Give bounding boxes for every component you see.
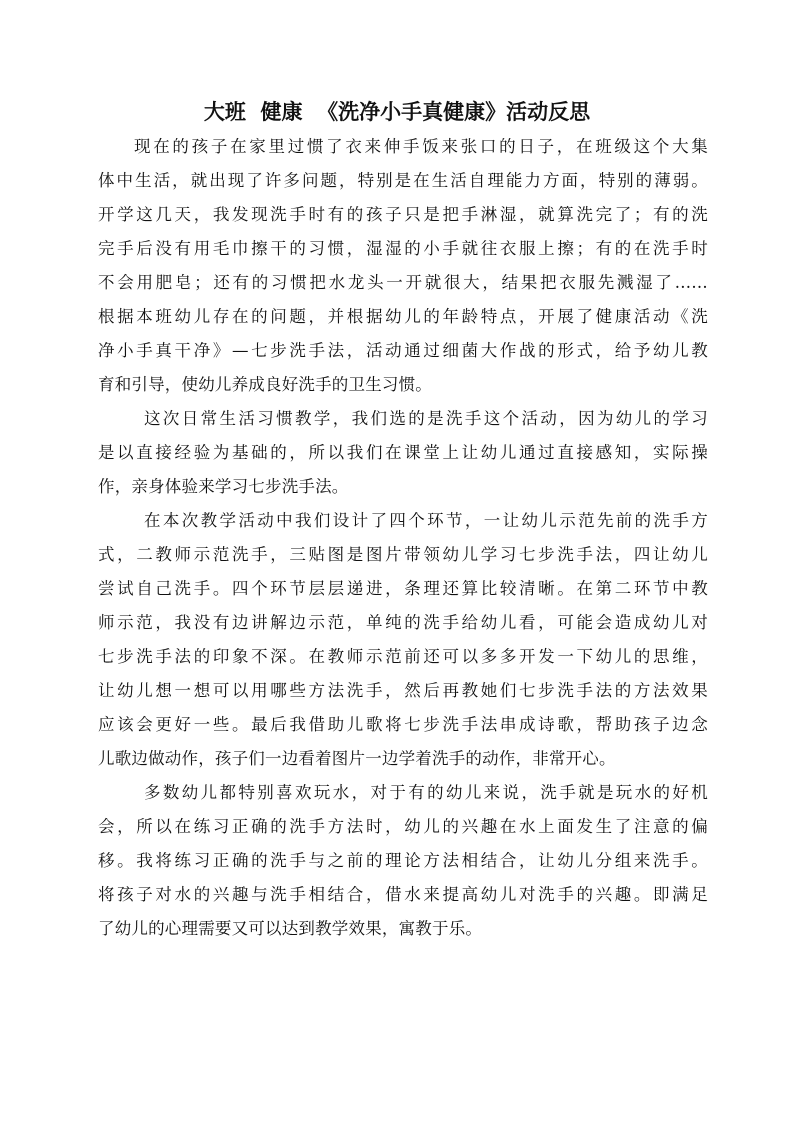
document-body bbox=[98, 130, 708, 946]
text-line: 师示范，我没有边讲解边示范，单纯的洗手给幼儿看，可能会造成幼儿对 bbox=[98, 613, 708, 632]
paragraph-2 bbox=[98, 402, 708, 504]
paragraph-4 bbox=[98, 776, 708, 946]
text-line: 开学这几天，我发现洗手时有的孩子只是把手淋湿，就算洗完了；有的洗 bbox=[98, 205, 708, 224]
document-title: 大班 健康 《洗净小手真健康》活动反思 bbox=[203, 99, 591, 124]
text-line: 现在的孩子在家里过惯了衣来伸手饭来张口的日子，在班级这个大集 bbox=[134, 137, 708, 156]
text-line: 让幼儿想一想可以用哪些方法洗手，然后再教她们七步洗手法的方法效果 bbox=[98, 681, 708, 700]
paragraph-3 bbox=[98, 504, 708, 776]
text-line: 应该会更好一些。最后我借助儿歌将七步洗手法串成诗歌，帮助孩子边念 bbox=[98, 715, 708, 734]
text-line: 育和引导，使幼儿养成良好洗手的卫生习惯。 bbox=[98, 375, 432, 394]
text-line: 尝试自己洗手。四个环节层层递进，条理还算比较清晰。在第二环节中教 bbox=[98, 579, 708, 598]
text-line: 会，所以在练习正确的洗手方法时，幼儿的兴趣在水上面发生了注意的偏 bbox=[98, 817, 708, 836]
text-line: 作，亲身体验来学习七步洗手法。 bbox=[98, 477, 349, 496]
paragraph-1 bbox=[98, 130, 708, 402]
text-line: 式，二教师示范洗手，三贴图是图片带领幼儿学习七步洗手法，四让幼儿 bbox=[98, 545, 708, 564]
text-line: 根据本班幼儿存在的问题，并根据幼儿的年龄特点，开展了健康活动《洗 bbox=[98, 307, 708, 326]
text-line: 了幼儿的心理需要又可以达到教学效果，寓教于乐。 bbox=[98, 919, 483, 938]
text-line: 多数幼儿都特别喜欢玩水，对于有的幼儿来说，洗手就是玩水的好机 bbox=[144, 783, 708, 802]
text-line: 完手后没有用毛巾擦干的习惯，湿湿的小手就往衣服上擦；有的在洗手时 bbox=[98, 239, 708, 258]
text-line: 这次日常生活习惯教学，我们选的是洗手这个活动，因为幼儿的学习 bbox=[144, 409, 708, 428]
text-line: 在本次教学活动中我们设计了四个环节，一让幼儿示范先前的洗手方 bbox=[144, 511, 708, 530]
text-line: 净小手真干净》—七步洗手法，活动通过细菌大作战的形式，给予幼儿教 bbox=[98, 341, 708, 360]
text-line: 七步洗手法的印象不深。在教师示范前还可以多多开发一下幼儿的思维， bbox=[98, 647, 708, 666]
text-line: 不会用肥皂；还有的习惯把水龙头一开就很大，结果把衣服先溅湿了…… bbox=[98, 273, 708, 292]
text-line: 体中生活，就出现了许多问题，特别是在生活自理能力方面，特别的薄弱。 bbox=[98, 171, 708, 190]
text-line: 是以直接经验为基础的，所以我们在课堂上让幼儿通过直接感知，实际操 bbox=[98, 443, 708, 462]
text-line: 将孩子对水的兴趣与洗手相结合，借水来提高幼儿对洗手的兴趣。即满足 bbox=[98, 885, 708, 904]
text-line: 儿歌边做动作，孩子们一边看着图片一边学着洗手的动作，非常开心。 bbox=[98, 749, 616, 768]
text-line: 移。我将练习正确的洗手与之前的理论方法相结合，让幼儿分组来洗手。 bbox=[98, 851, 708, 870]
